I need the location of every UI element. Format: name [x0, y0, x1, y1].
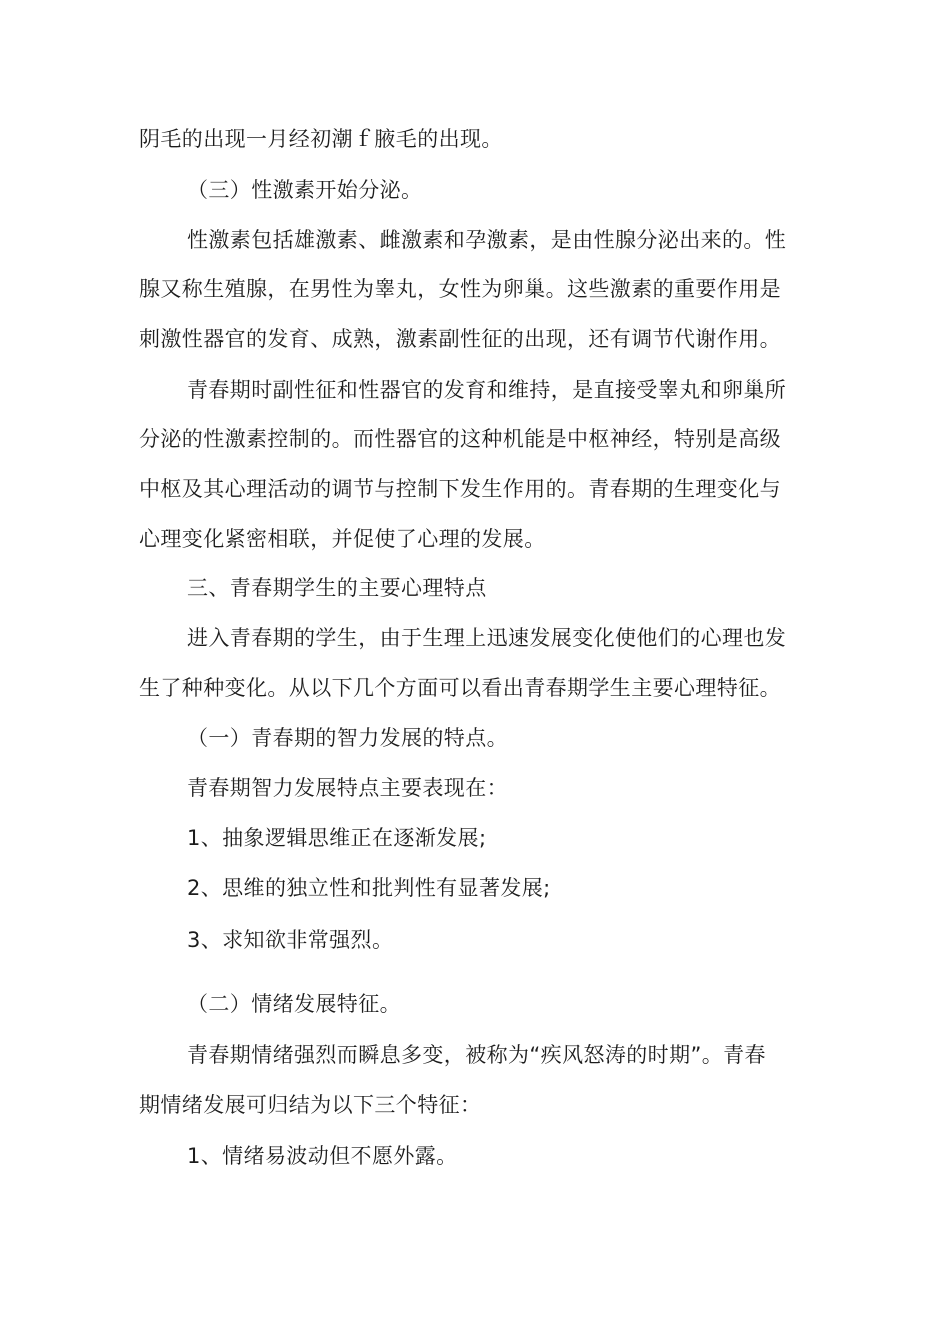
paragraph-line: 青春期智力发展特点主要表现在：: [187, 776, 508, 800]
section-heading: （三）性激素开始分泌。: [187, 178, 423, 202]
paragraph-line: 分泌的性激素控制的。而性器官的这种机能是中枢神经，特别是高级: [139, 427, 781, 451]
paragraph-line: 进入青春期的学生，由于生理上迅速发展变化使他们的心理也发: [187, 626, 787, 650]
section-heading: 三、青春期学生的主要心理特点: [187, 576, 487, 600]
section-heading: （一）青春期的智力发展的特点。: [187, 726, 508, 750]
paragraph-line: 心理变化紧密相联，并促使了心理的发展。: [139, 527, 546, 551]
paragraph-line: 阴毛的出现一月经初潮ｆ腋毛的出现。: [139, 127, 503, 151]
list-item: 3、求知欲非常强烈。: [187, 928, 394, 952]
paragraph-line: 期情绪发展可归结为以下三个特征：: [139, 1093, 482, 1117]
paragraph-line: 腺又称生殖腺，在男性为睾丸，女性为卵巢。这些激素的重要作用是: [139, 277, 781, 301]
paragraph-line: 性激素包括雄激素、雌激素和孕激素，是由性腺分泌出来的。性: [187, 228, 787, 252]
list-item: 1、情绪易波动但不愿外露。: [187, 1144, 458, 1168]
paragraph-line: 中枢及其心理活动的调节与控制下发生作用的。青春期的生理变化与: [139, 477, 781, 501]
list-item: 2、思维的独立性和批判性有显著发展;: [187, 876, 551, 900]
list-item: 1、抽象逻辑思维正在逐渐发展;: [187, 826, 487, 850]
paragraph-line: 青春期情绪强烈而瞬息多变，被称为“疾风怒涛的时期”。青春: [187, 1043, 766, 1067]
paragraph-line: 刺激性器官的发育、成熟，激素副性征的出现，还有调节代谢作用。: [139, 327, 781, 351]
paragraph-line: 生了种种变化。从以下几个方面可以看出青春期学生主要心理特征。: [139, 676, 781, 700]
paragraph-line: 青春期时副性征和性器官的发育和维持，是直接受睾丸和卵巢所: [187, 378, 787, 402]
section-heading: （二）情绪发展特征。: [187, 992, 401, 1016]
